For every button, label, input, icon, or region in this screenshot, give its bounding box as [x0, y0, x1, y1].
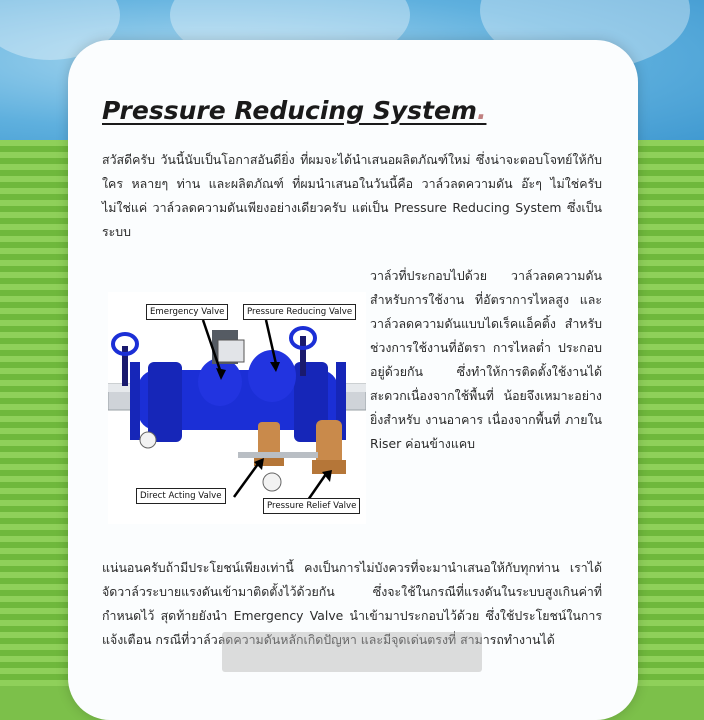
intro-paragraph: สวัสดีครับ วันนี้นับเป็นโอกาสอันดียิ่ง ที่ผมจะได้นำเสนอผลิตภัณฑ์ใหม่ ซึ่งน่าจะตอบโจทย์ให้กับใคร หลายๆ ท่าน และผลิตภัณฑ์ ที่ผมนำเสนอในวันนี้คือ วาล์วลดความดัน อ๊ะๆ ไม่ใช่ครับ ไม่ใช่แค่ วาล์วลดความดันเพียงอย่างเดียวครับ แต่เป็น Pressure Reducing System ซึ่งเป็นระบบ — [102, 152, 602, 239]
watermark-overlay — [222, 632, 482, 672]
label-pressure-reducing-valve: Pressure Reducing Valve — [243, 304, 356, 320]
valve-assembly-figure — [108, 292, 366, 524]
closing-paragraph: แน่นอนครับถ้ามีประโยชน์เพียงเท่านี้ คงเป็นการไม่บังควรที่จะมานำเสนอให้กับทุกท่าน เราได้จัดวาล์วระบายแรงดันเข้ามาติดตั้งไว้ด้วยกัน ซึ่งจะใช้ในกรณีที่แรงดันในระบบสูงเกินค่าที่กำหนดไว้ สุดท้ายยังนำ Emergency Valve นำเข้ามาประกอบไว้ด้วย ซึ่งใช้ประโยชน์ในการแจ้งเตือน กรณีที่วาล์วลดความดันหลักเกิดปัญหา และมีจุดเด่นตรงที่ สามารถทำงานได้ — [102, 560, 602, 647]
side-paragraph: วาล์วที่ประกอบไปด้วย วาล์วลดความดันสำหรับการใช้งาน ที่อัตราการไหลสูง และ วาล์วลดความดันแบบไดเร็คแอ็คติ้ง สำหรับช่วงการใช้งานที่อัตรา การไหลต่ำ ประกอบอยู่ด้วยกัน ซึ่งทำให้การติดตั้งใช้งานได้สะดวกเนื่องจากใช้พื้นที่ น้อยจึงเหมาะอย่างยิ่งสำหรับ งานอาคาร เนื่องจากพื้นที่ ภายใน Riser ค่อนข้างแคบ — [370, 268, 602, 451]
label-direct-acting-valve: Direct Acting Valve — [136, 488, 226, 504]
article-title: Pressure Reducing System. — [102, 96, 487, 125]
label-pressure-relief-valve: Pressure Relief Valve — [263, 498, 360, 514]
label-emergency-valve: Emergency Valve — [146, 304, 228, 320]
